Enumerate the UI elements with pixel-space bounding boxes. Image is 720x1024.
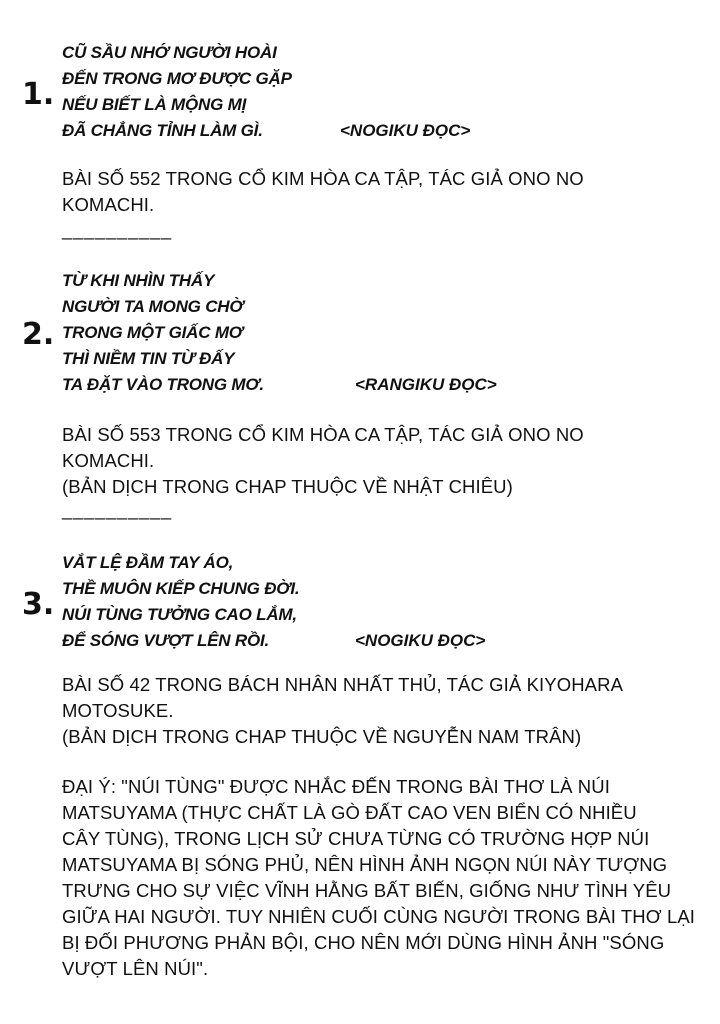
- note-line: CÂY TÙNG), TRONG LỊCH SỬ CHƯA TỪNG CÓ TRƯỜNG HỢP NÚI: [62, 828, 650, 849]
- section-1-number: 1.: [22, 77, 55, 112]
- note-line: MATSUYAMA (THỰC CHẤT LÀ GÒ ĐẤT CAO VEN BIỂN CÓ NHIỀU: [62, 802, 637, 823]
- poem-line: ĐỂ SÓNG VƯỢT LÊN RỒI.: [62, 631, 270, 650]
- poem-2-reader: <RANGIKU ĐỌC>: [355, 375, 497, 394]
- poem-line: ĐÃ CHẲNG TỈNH LÀM GÌ.: [62, 121, 263, 140]
- source-line: BÀI SỐ 42 TRONG BÁCH NHÂN NHẤT THỦ, TÁC GIẢ KIYOHARA: [62, 674, 624, 695]
- poem-1: [62, 40, 292, 144]
- source-line: KOMACHI.: [62, 194, 155, 215]
- poem-1-reader: <NOGIKU ĐỌC>: [340, 121, 471, 140]
- note-line: ĐẠI Ý: "NÚI TÙNG" ĐƯỢC NHẮC ĐẾN TRONG BÀI THƠ LÀ NÚI: [62, 776, 610, 797]
- source-line: BÀI SỐ 552 TRONG CỔ KIM HÒA CA TẬP, TÁC GIẢ ONO NO: [62, 168, 584, 189]
- source-line: MOTOSUKE.: [62, 700, 174, 721]
- poem-3-reader: <NOGIKU ĐỌC>: [355, 631, 486, 650]
- note-line: MATSUYAMA BỊ SÓNG PHỦ, NÊN HÌNH ẢNH NGỌN NÚI NÀY TƯỢNG: [62, 854, 668, 875]
- explanation-note: [62, 774, 696, 982]
- poem-line: TỪ KHI NHÌN THẤY: [62, 271, 215, 290]
- note-line: TRƯNG CHO SỰ VIỆC VĨNH HẰNG BẤT BIẾN, GIỐNG NHƯ TÌNH YÊU: [62, 880, 672, 901]
- poem-3: [62, 550, 299, 654]
- poem-1-source: [62, 166, 682, 218]
- poem-line: TA ĐẶT VÀO TRONG MƠ.: [62, 375, 264, 394]
- separator-2: __________: [62, 500, 173, 520]
- note-line: BỊ ĐỐI PHƯƠNG PHẢN BỘI, CHO NÊN MỚI DÙNG HÌNH ẢNH "SÓNG: [62, 932, 665, 953]
- source-line: (BẢN DỊCH TRONG CHAP THUỘC VỀ NGUYỄN NAM TRÂN): [62, 726, 582, 747]
- poem-2-source: [62, 422, 682, 500]
- section-2-number: 2.: [22, 317, 55, 352]
- poem-2: [62, 268, 264, 398]
- section-3-number: 3.: [22, 587, 55, 622]
- poem-line: NÚI TÙNG TƯỞNG CAO LẮM,: [62, 605, 297, 624]
- note-line: VƯỢT LÊN NÚI".: [62, 958, 209, 979]
- separator-1: __________: [62, 220, 173, 240]
- source-line: KOMACHI.: [62, 450, 155, 471]
- poem-line: VẮT LỆ ĐẦM TAY ÁO,: [62, 553, 234, 572]
- poem-line: NẾU BIẾT LÀ MỘNG MỊ: [62, 95, 247, 114]
- poem-line: THÌ NIỀM TIN TỪ ĐẤY: [62, 349, 235, 368]
- note-line: GIỮA HAI NGƯỜI. TUY NHIÊN CUỐI CÙNG NGƯỜI TRONG BÀI THƠ LẠI: [62, 906, 696, 927]
- source-line: (BẢN DỊCH TRONG CHAP THUỘC VỀ NHẬT CHIÊU): [62, 476, 513, 497]
- poem-line: CŨ SẦU NHỚ NGƯỜI HOÀI: [62, 43, 277, 62]
- poem-line: TRONG MỘT GIẤC MƠ: [62, 323, 243, 342]
- poem-line: THỀ MUÔN KIẾP CHUNG ĐỜI.: [62, 579, 300, 598]
- poem-3-source: [62, 672, 682, 750]
- poem-line: ĐẾN TRONG MƠ ĐƯỢC GẶP: [62, 69, 292, 88]
- source-line: BÀI SỐ 553 TRONG CỔ KIM HÒA CA TẬP, TÁC GIẢ ONO NO: [62, 424, 584, 445]
- poem-line: NGƯỜI TA MONG CHỜ: [62, 297, 244, 316]
